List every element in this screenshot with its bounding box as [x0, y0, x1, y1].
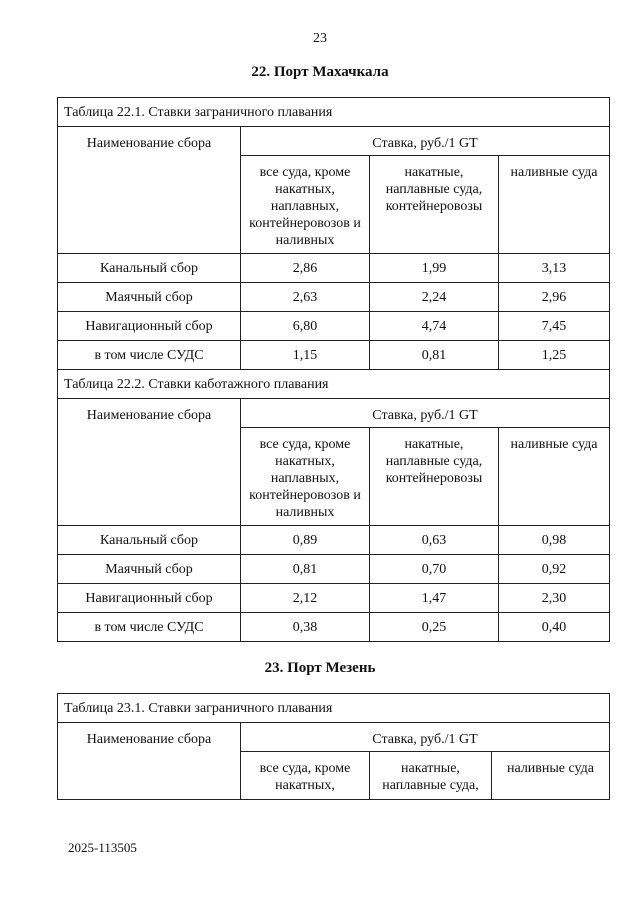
- rate-value: 2,12: [241, 584, 370, 613]
- rate-value: 1,15: [241, 341, 370, 370]
- table-row: [58, 312, 610, 341]
- table-title: Таблица 23.1. Ставки заграничного плавания: [58, 694, 610, 723]
- fee-name-header: Наименование сбора: [58, 127, 241, 254]
- fee-name: Маячный сбор: [58, 283, 241, 312]
- fee-name: Навигационный сбор: [58, 312, 241, 341]
- fee-name: Канальный сбор: [58, 254, 241, 283]
- fee-name: Маячный сбор: [58, 555, 241, 584]
- subheader-general: все суда, кроме накатных,: [241, 752, 370, 800]
- rate-value: 2,96: [499, 283, 610, 312]
- subheader-tankers: наливные суда: [499, 428, 610, 526]
- table-row: [58, 613, 610, 642]
- section-heading-23: 23. Порт Мезень: [264, 660, 376, 676]
- rates-table-23-1: [57, 693, 610, 800]
- rate-value: 1,99: [370, 254, 499, 283]
- rate-value: 4,74: [370, 312, 499, 341]
- table-row: [58, 584, 610, 613]
- subheader-roro: накатные, наплавные суда, контейнеровозы: [370, 428, 499, 526]
- document-number: 2025-113505: [68, 840, 137, 855]
- rate-value: 0,38: [241, 613, 370, 642]
- rate-value: 6,80: [241, 312, 370, 341]
- rate-header: Ставка, руб./1 GT: [241, 127, 610, 156]
- fee-name: Навигационный сбор: [58, 584, 241, 613]
- table-row: [58, 555, 610, 584]
- table-title: Таблица 22.1. Ставки заграничного плавания: [58, 98, 610, 127]
- rate-value: 0,89: [241, 526, 370, 555]
- fee-name: в том числе СУДС: [58, 341, 241, 370]
- rate-value: 0,63: [370, 526, 499, 555]
- rates-table-22-2: [57, 369, 610, 642]
- rates-table-22-1: [57, 97, 610, 370]
- table-title: Таблица 22.2. Ставки каботажного плавания: [58, 370, 610, 399]
- rate-header: Ставка, руб./1 GT: [241, 399, 610, 428]
- table-row: [58, 526, 610, 555]
- rate-value: 1,47: [370, 584, 499, 613]
- rate-value: 0,98: [499, 526, 610, 555]
- table-row: [58, 341, 610, 370]
- rate-value: 0,25: [370, 613, 499, 642]
- fee-name-header: Наименование сбора: [58, 399, 241, 526]
- rate-value: 2,24: [370, 283, 499, 312]
- rate-value: 0,92: [499, 555, 610, 584]
- rate-value: 7,45: [499, 312, 610, 341]
- rate-value: 0,81: [241, 555, 370, 584]
- fee-name: в том числе СУДС: [58, 613, 241, 642]
- rate-value: 0,40: [499, 613, 610, 642]
- subheader-roro: накатные, наплавные суда,: [370, 752, 492, 800]
- rate-value: 1,25: [499, 341, 610, 370]
- rate-value: 3,13: [499, 254, 610, 283]
- section-heading-22: 22. Порт Махачкала: [251, 64, 389, 80]
- subheader-general: все суда, кроме накатных, наплавных, контейнеровозов и наливных: [241, 428, 370, 526]
- rate-value: 2,63: [241, 283, 370, 312]
- page-number: 23: [313, 31, 327, 46]
- subheader-tankers: наливные суда: [492, 752, 610, 800]
- rate-value: 2,30: [499, 584, 610, 613]
- table-row: [58, 283, 610, 312]
- subheader-roro: накатные, наплавные суда, контейнеровозы: [370, 156, 499, 254]
- rate-value: 0,70: [370, 555, 499, 584]
- rate-value: 2,86: [241, 254, 370, 283]
- fee-name: Канальный сбор: [58, 526, 241, 555]
- fee-name-header: Наименование сбора: [58, 723, 241, 800]
- rate-header: Ставка, руб./1 GT: [241, 723, 610, 752]
- subheader-tankers: наливные суда: [499, 156, 610, 254]
- table-row: [58, 254, 610, 283]
- subheader-general: все суда, кроме накатных, наплавных, контейнеровозов и наливных: [241, 156, 370, 254]
- rate-value: 0,81: [370, 341, 499, 370]
